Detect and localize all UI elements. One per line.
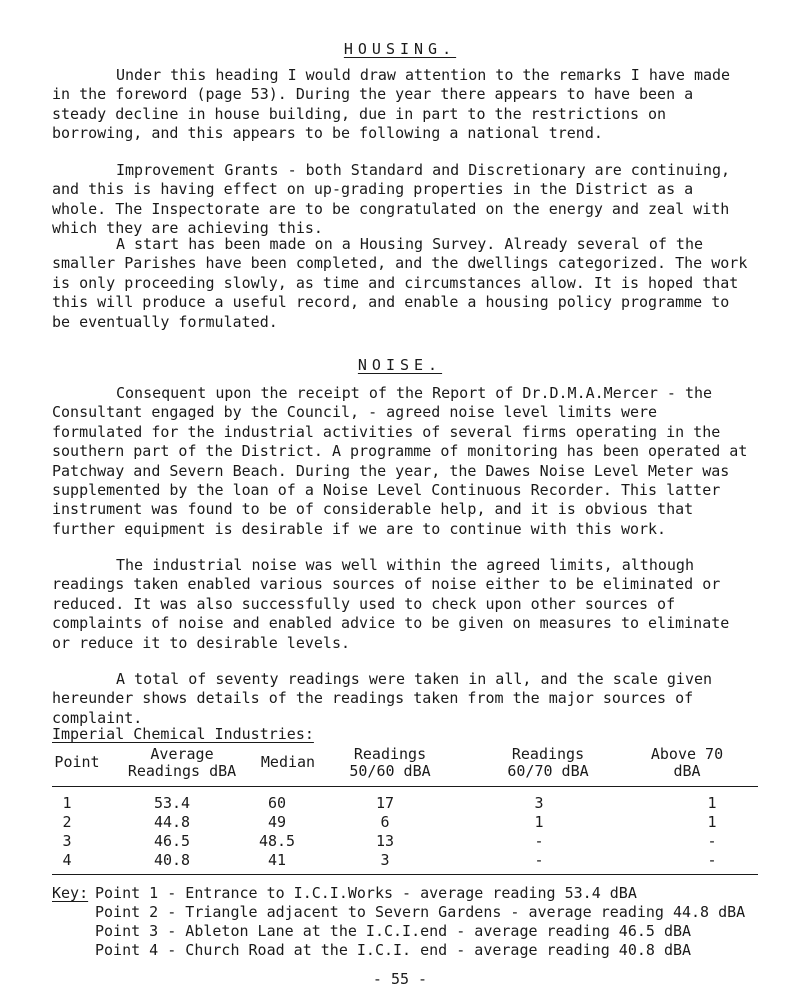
noise-paragraph-2: The industrial noise was well within the agreed limits, although readings taken enabled various sources of noise either to be eliminated or reduced. It was also successfully used to check upon other sources of complaints of noise and enabled advice to be given on measures to eliminate or reduce it to desirable levels. bbox=[52, 556, 739, 652]
cell-median: 48.5 bbox=[258, 832, 296, 850]
housing-heading: HOUSING. bbox=[343, 40, 457, 58]
cell-50-60: 13 bbox=[375, 832, 395, 850]
noise-heading: NOISE. bbox=[357, 356, 443, 374]
table-row bbox=[52, 851, 772, 870]
col-readings-50-60: Readings 50/60 dBA bbox=[349, 745, 431, 780]
cell-average: 46.5 bbox=[153, 832, 191, 850]
table-bottom-rule bbox=[52, 874, 758, 875]
noise-paragraph-3: A total of seventy readings were taken in all, and the scale given hereunder shows details of the readings taken from the major sources of complaint. bbox=[52, 670, 722, 727]
cell-point: 4 bbox=[62, 851, 72, 869]
table-row bbox=[52, 813, 772, 832]
cell-above-70: 1 bbox=[707, 813, 717, 831]
cell-point: 1 bbox=[62, 794, 72, 812]
table-header-rule bbox=[52, 786, 758, 787]
key-item: Point 3 - Ableton Lane at the I.C.I.end - average reading 46.5 dBA bbox=[95, 922, 692, 940]
col-readings-60-70: Readings 60/70 dBA bbox=[507, 745, 589, 780]
cell-above-70: - bbox=[707, 851, 717, 869]
noise-paragraph-1: Consequent upon the receipt of the Report of Dr.D.M.A.Mercer - the Consultant engaged by the Council, - agreed noise level limits were formulated for the industrial activities of several firms operating in the southern part of the District. A programme of monitoring has been operated at Patchway and Severn Beach. During the year, the Dawes Noise Level Meter was supplemented by the loan of a Noise Level Continuous Recorder. This latter instrument was found to be of considerable help, and it is obvious that further equipment is desirable if we are to continue with this work. bbox=[52, 384, 757, 538]
cell-50-60: 17 bbox=[375, 794, 395, 812]
cell-point: 2 bbox=[62, 813, 72, 831]
cell-median: 49 bbox=[267, 813, 287, 831]
cell-point: 3 bbox=[62, 832, 72, 850]
cell-60-70: - bbox=[534, 832, 544, 850]
cell-60-70: 3 bbox=[534, 794, 544, 812]
cell-median: 41 bbox=[267, 851, 287, 869]
cell-average: 53.4 bbox=[153, 794, 191, 812]
key-label: Key: bbox=[52, 884, 89, 902]
col-above-70: Above 70 dBA bbox=[650, 745, 724, 780]
housing-paragraph-2: Improvement Grants - both Standard and Discretionary are continuing, and this is having effect on up-grading properties in the District as a whole. The Inspectorate are to be congratulated on the energy and zeal with which they are achieving this. bbox=[52, 161, 740, 238]
col-average: Average Readings dBA bbox=[127, 745, 237, 780]
col-point: Point bbox=[54, 753, 100, 771]
table-title: Imperial Chemical Industries: bbox=[52, 725, 314, 743]
table-row bbox=[52, 832, 772, 851]
table-header bbox=[52, 746, 772, 786]
key-item: Point 2 - Triangle adjacent to Severn Gardens - average reading 44.8 dBA bbox=[95, 903, 746, 921]
housing-paragraph-3: A start has been made on a Housing Survey. Already several of the smaller Parishes have been completed, and the dwellings categorized. The work is only proceeding slowly, as time and circumstances allow. It is hoped that this will produce a useful record, and enable a housing policy programme to be eventually formulated. bbox=[52, 235, 757, 331]
cell-average: 44.8 bbox=[153, 813, 191, 831]
cell-50-60: 6 bbox=[380, 813, 390, 831]
cell-60-70: 1 bbox=[534, 813, 544, 831]
key-item: Point 4 - Church Road at the I.C.I. end - average reading 40.8 dBA bbox=[95, 941, 692, 959]
cell-60-70: - bbox=[534, 851, 544, 869]
page-number: - 55 - bbox=[372, 970, 428, 988]
cell-50-60: 3 bbox=[380, 851, 390, 869]
cell-median: 60 bbox=[267, 794, 287, 812]
col-median: Median bbox=[260, 753, 316, 771]
table-row bbox=[52, 794, 772, 813]
cell-average: 40.8 bbox=[153, 851, 191, 869]
housing-paragraph-1: Under this heading I would draw attention to the remarks I have made in the foreword (page 53). During the year there appears to have been a steady decline in house building, due in part to the restrictions on borrowing, and this appears to be following a national trend. bbox=[52, 66, 740, 143]
key-item: Point 1 - Entrance to I.C.I.Works - average reading 53.4 dBA bbox=[95, 884, 637, 902]
cell-above-70: 1 bbox=[707, 794, 717, 812]
cell-above-70: - bbox=[707, 832, 717, 850]
